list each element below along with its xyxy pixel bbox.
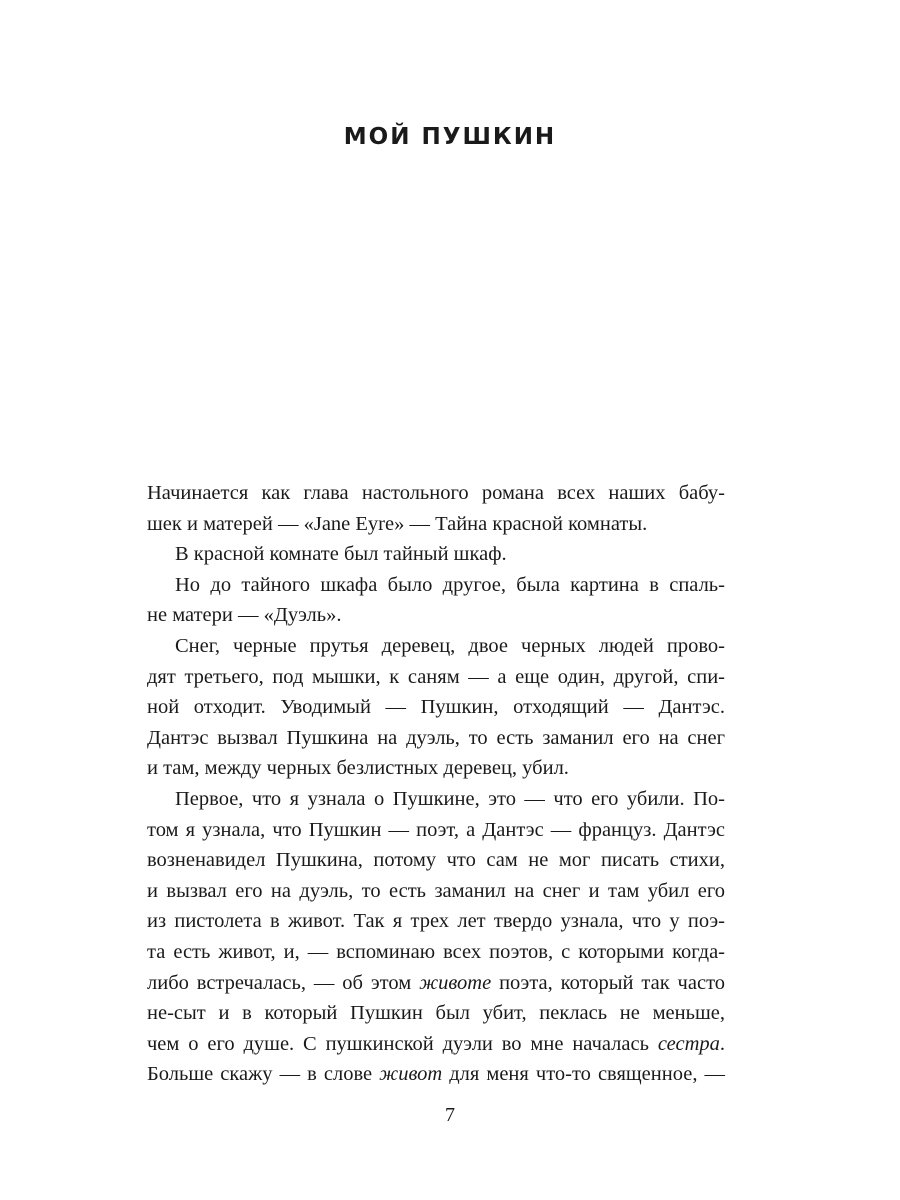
text-line: и вызвал его на дуэль, то есть заманил на снег и там убил его xyxy=(147,879,725,902)
text-line: Снег, черные прутья деревец, двое черных людей прово- xyxy=(175,634,725,657)
text-line: возненавидел Пушкина, потому что сам не мог писать стихи, xyxy=(147,849,725,872)
text-line: В красной комнате был тайный шкаф. xyxy=(175,543,507,566)
text-fragment: . xyxy=(719,1032,725,1055)
text-fragment: поэта, который так часто xyxy=(491,971,726,994)
text-line: не-сыт и в который Пушкин был убит, пеклась не меньше, xyxy=(147,1002,725,1025)
italic-word: сестра xyxy=(657,1032,720,1055)
text-fragment: для меня что-то священное, — xyxy=(442,1063,725,1086)
body-text xyxy=(147,478,725,1090)
page-number: 7 xyxy=(445,1104,455,1126)
text-line: не матери — «Дуэль». xyxy=(147,604,342,627)
chapter-title: МОЙ ПУШКИН xyxy=(343,124,557,150)
text-line: и там, между черных безлистных деревец, убил. xyxy=(147,757,569,780)
text-line: Но до тайного шкафа было другое, была картина в спаль- xyxy=(175,573,725,596)
text-line: из пистолета в живот. Так я трех лет твердо узнала, что у поэ- xyxy=(147,910,725,933)
text-line: Дантэс вызвал Пушкина на дуэль, то есть заманил его на снег xyxy=(147,726,725,749)
text-line: ной отходит. Уводимый — Пушкин, отходящий — Дантэс. xyxy=(147,696,725,719)
text-line: Первое, что я узнала о Пушкине, это — что его убили. По- xyxy=(175,787,725,810)
italic-word: живот xyxy=(379,1063,443,1086)
text-fragment: либо встречалась, — об этом xyxy=(147,971,420,994)
text-line xyxy=(147,1059,725,1090)
text-line xyxy=(147,1029,725,1060)
text-line: шек и матерей — «Jane Eyre» — Тайна красной комнаты. xyxy=(147,512,648,535)
italic-word: животе xyxy=(419,971,492,994)
text-line: том я узнала, что Пушкин — поэт, а Дантэс — француз. Дантэс xyxy=(147,818,725,841)
text-line xyxy=(147,968,725,999)
text-line: та есть живот, и, — вспоминаю всех поэтов, с которыми когда- xyxy=(147,940,725,963)
text-fragment: Больше скажу — в слове xyxy=(147,1063,380,1086)
text-line: дят третьего, под мышки, к саням — а еще один, другой, спи- xyxy=(147,665,725,688)
text-line: Начинается как глава настольного романа всех наших бабу- xyxy=(147,482,725,504)
text-fragment: чем о его душе. С пушкинской дуэли во мне началась xyxy=(147,1032,658,1055)
